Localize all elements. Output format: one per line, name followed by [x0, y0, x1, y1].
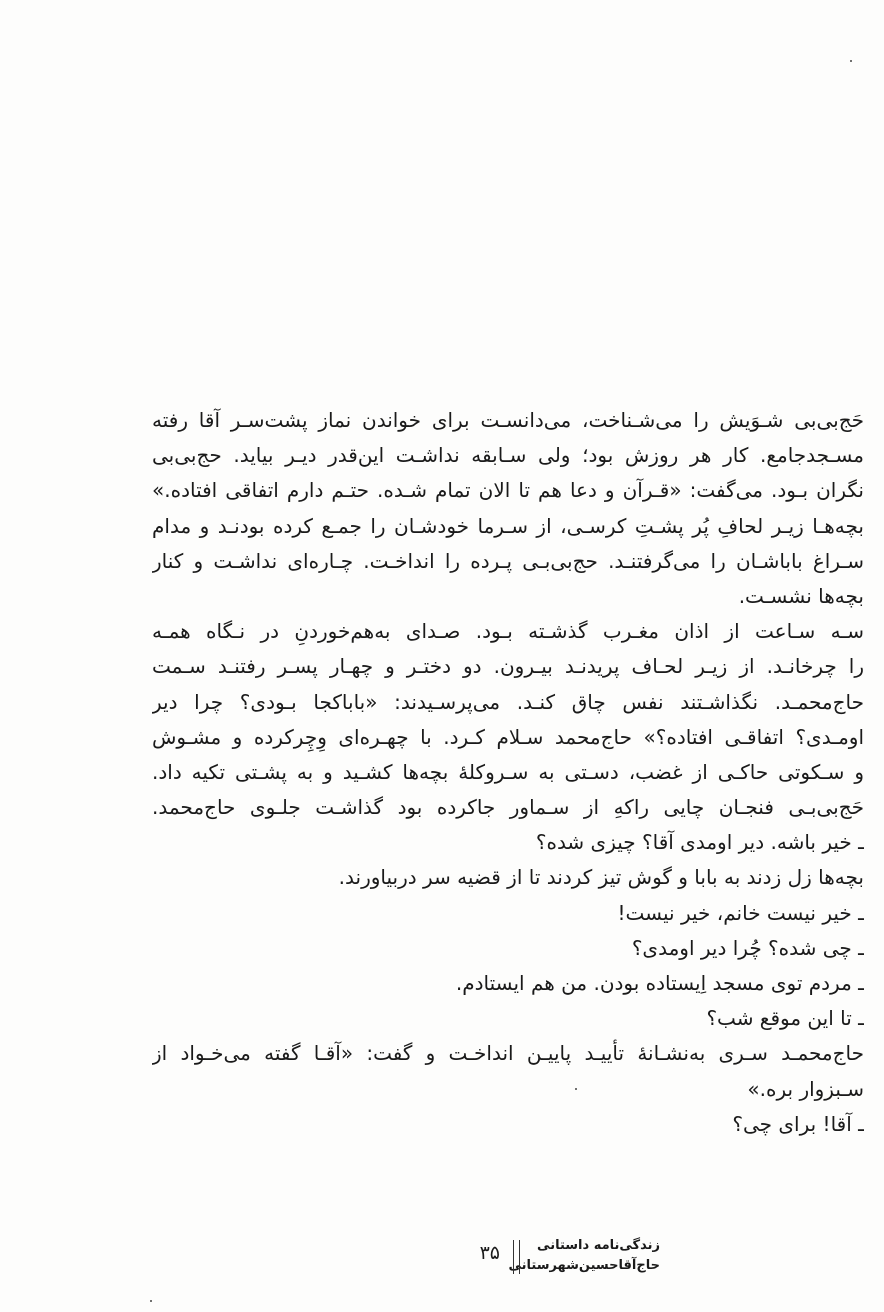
paragraph-line: سـبزوار بره.» [747, 1076, 864, 1101]
dialogue-line: ـ تا این موقع شب؟ [706, 1006, 864, 1031]
dialogue-line: ـ چی شده؟ چُرا دیر اومدی؟ [631, 935, 864, 960]
dialogue-line: ـ خیر نیست خانم، خیر نیست! [617, 900, 864, 925]
dialogue-line: ـ آقا! برای چی؟ [732, 1111, 864, 1136]
dialogue-line: ـ مردم توی مسجد اِیستاده بودن. من هم ایستادم. [455, 971, 864, 995]
paragraph-line: حاج‌محمـد سـری به‌نشـانۀ تأییـد پاییـن انداخـت و گفت: «آقـا گفته می‌خـواد از [152, 1041, 864, 1066]
running-title-line2: حاج‌آقاحسین‌شهرستانی [508, 1258, 660, 1273]
footer-separator [513, 1240, 520, 1274]
paragraph-line: بچه‌ها نشسـت. [738, 583, 864, 608]
paragraph-line: نگران بـود. می‌گفت: «قـرآن و دعا هم تا الان تمام شـده. حتـم دارم اتفاقی افتاده.» [152, 478, 864, 503]
dialogue-line: ـ خیر باشه. دیر اومدی آقا؟ چیزی شده؟ [535, 830, 864, 855]
paragraph-line: بچه‌هـا زیـر لحافِ پُر پشـتِ کرسـی، از سـرما خودشـان را جمـع کرده بودنـد و مدام [152, 513, 864, 538]
paragraph-line: سـه سـاعت از اذان مغـرب گذشـته بـود. صـدای به‌هم‌خوردنِ در نـگاه همـه [152, 619, 864, 644]
paragraph-line: سـراغ باباشـان را می‌گرفتنـد. حج‌بی‌بـی پـرده را انداخـت. چـاره‌ای نداشـت و کنار [152, 548, 864, 573]
paragraph-line: مسـجدجامع. کار هر روزش بود؛ ولی سـابقه نداشـت این‌قدر دیـر بیاید. حج‌بی‌بی [152, 443, 864, 468]
paragraph-line: و سـکوتی حاکـی از غضب، دسـتی به سـروکلۀ بچه‌ها کشـید و به پشـتی تکیه داد. [152, 759, 864, 784]
paragraph-line: حَج‌بی‌بی شـوَیش را می‌شـناخت، می‌دانسـت برای خواندن نماز پشت‌سـر آقا رفته [152, 408, 864, 432]
page-footer [430, 1236, 660, 1280]
paragraph-line: حاج‌محمـد. نگذاشـتند نفس چاق کنـد. می‌پرسـیدند: «باباکجا بـودی؟ چرا دیر [152, 689, 864, 714]
running-title-line1: زندگی‌نامه داستانی [537, 1238, 660, 1253]
paragraph-line: حَج‌بی‌بـی فنجـان چایی راکهِ از سـماور جاکرده بود گذاشـت جلـوی حاج‌محمد. [152, 795, 864, 820]
speck-mark [850, 60, 852, 62]
page-number: ۳۵ [479, 1242, 500, 1264]
running-title [508, 1236, 660, 1276]
body-text [152, 403, 864, 1142]
paragraph-line: را چرخانـد. از زیـر لحـاف پریدنـد بیـرون. دو دختـر و چهـار پسـر رفتنـد سـمت [152, 654, 864, 679]
speck-mark [150, 1300, 152, 1302]
paragraph-line: اومـدی؟ اتفاقـی افتاده؟» حاج‌محمد سـلام کـرد. با چهـره‌ای وِچِرکرده و مشـوش [152, 724, 864, 749]
paragraph-line: بچه‌ها زل زدند به بابا و گوش تیز کردند تا از قضیه سر دربیاورند. [338, 865, 864, 890]
